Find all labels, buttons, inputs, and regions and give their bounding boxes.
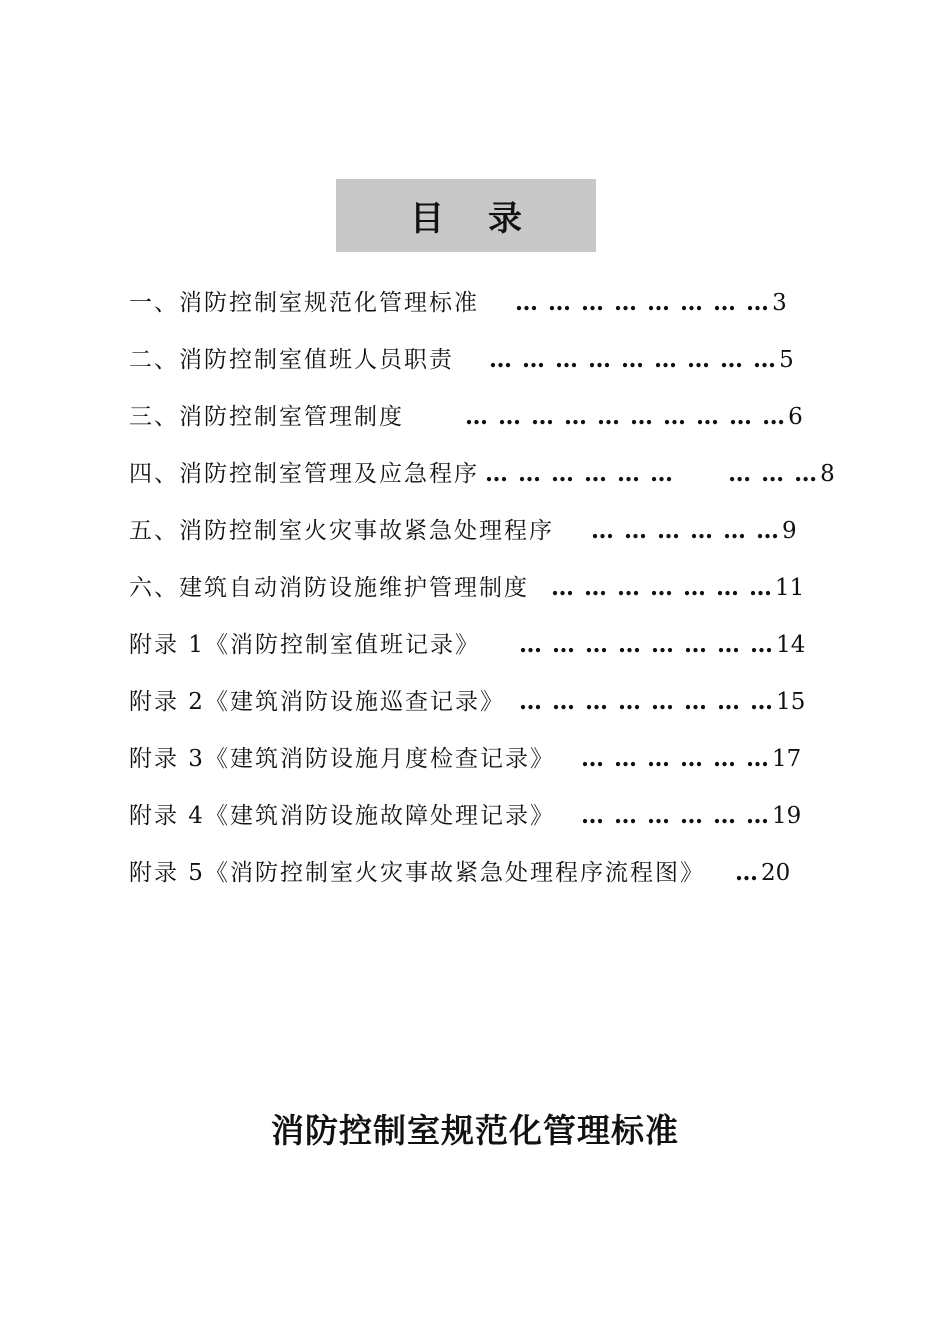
toc-item-7[interactable]: [129, 623, 829, 680]
toc-item-page: 9: [782, 518, 797, 544]
toc-item-dots: …: [735, 859, 759, 886]
toc-item-page: 19: [772, 803, 802, 829]
toc-item-10[interactable]: [129, 794, 829, 851]
toc-item-label: 三、消防控制室管理制度: [129, 404, 404, 430]
toc-title: 目录: [410, 199, 566, 239]
toc-item-page: 14: [776, 632, 806, 658]
toc-item-leader: [735, 851, 790, 895]
toc-item-dots: … … … … … …: [581, 745, 771, 772]
toc-item-label: 附录 4《建筑消防设施故障处理记录》: [129, 803, 555, 829]
toc-item-label: 附录 2《建筑消防设施巡查记录》: [129, 689, 505, 715]
toc-item-page: 15: [776, 689, 806, 715]
toc-item-9[interactable]: [129, 737, 829, 794]
toc-item-label: 附录 5《消防控制室火灾事故紧急处理程序流程图》: [129, 860, 705, 886]
toc-item-leader: [465, 395, 803, 439]
toc-item-dots: … … … … … … … … … …: [465, 403, 787, 430]
toc-item-dots: … … … … … … … …: [519, 631, 775, 658]
toc-item-page: 6: [788, 404, 803, 430]
toc-item-page: 8: [820, 461, 835, 487]
toc-item-page: 11: [775, 575, 805, 601]
toc-item-dots: … … … … … … …: [551, 574, 774, 601]
toc-item-dots: … … … … … … … …: [519, 688, 775, 715]
toc-item-label: 附录 3《建筑消防设施月度检查记录》: [129, 746, 555, 772]
toc-item-8[interactable]: [129, 680, 829, 737]
toc-item-dots: … … … … … …: [591, 517, 781, 544]
section-heading: 消防控制室规范化管理标准: [271, 1111, 679, 1150]
toc-list: [129, 281, 835, 908]
toc-item-leader: [519, 623, 805, 667]
toc-item-leader: [485, 452, 835, 496]
toc-item-page: 3: [772, 290, 787, 316]
toc-item-label: 附录 1《消防控制室值班记录》: [129, 632, 480, 658]
toc-item-leader: [551, 566, 804, 610]
toc-item-dots: … … … … … …: [581, 802, 771, 829]
toc-item-leader: [489, 338, 794, 382]
toc-item-page: 5: [779, 347, 794, 373]
toc-item-dots: … … … … … … … …: [515, 289, 771, 316]
toc-item-dots: … … … … … … … … …: [489, 346, 778, 373]
toc-item-1[interactable]: [129, 281, 829, 338]
toc-item-3[interactable]: [129, 395, 829, 452]
toc-title-box: [336, 179, 596, 252]
toc-item-label: 六、建筑自动消防设施维护管理制度: [129, 575, 529, 601]
toc-item-label: 二、消防控制室值班人员职责: [129, 347, 454, 373]
toc-item-leader: [581, 794, 801, 838]
toc-item-page: 17: [772, 746, 802, 772]
toc-item-label: 五、消防控制室火灾事故紧急处理程序: [129, 518, 554, 544]
toc-item-dots: … … … … … … … … …: [485, 460, 819, 487]
toc-item-11[interactable]: [129, 851, 829, 908]
toc-item-leader: [519, 680, 805, 724]
toc-item-4[interactable]: [129, 452, 835, 509]
toc-item-6[interactable]: [129, 566, 829, 623]
toc-item-5[interactable]: [129, 509, 829, 566]
toc-item-leader: [591, 509, 797, 553]
toc-item-leader: [581, 737, 801, 781]
toc-item-page: 20: [761, 860, 791, 886]
toc-item-leader: [515, 281, 787, 325]
toc-item-label: 一、消防控制室规范化管理标准: [129, 290, 479, 316]
toc-item-2[interactable]: [129, 338, 829, 395]
toc-item-label: 四、消防控制室管理及应急程序: [129, 461, 479, 487]
